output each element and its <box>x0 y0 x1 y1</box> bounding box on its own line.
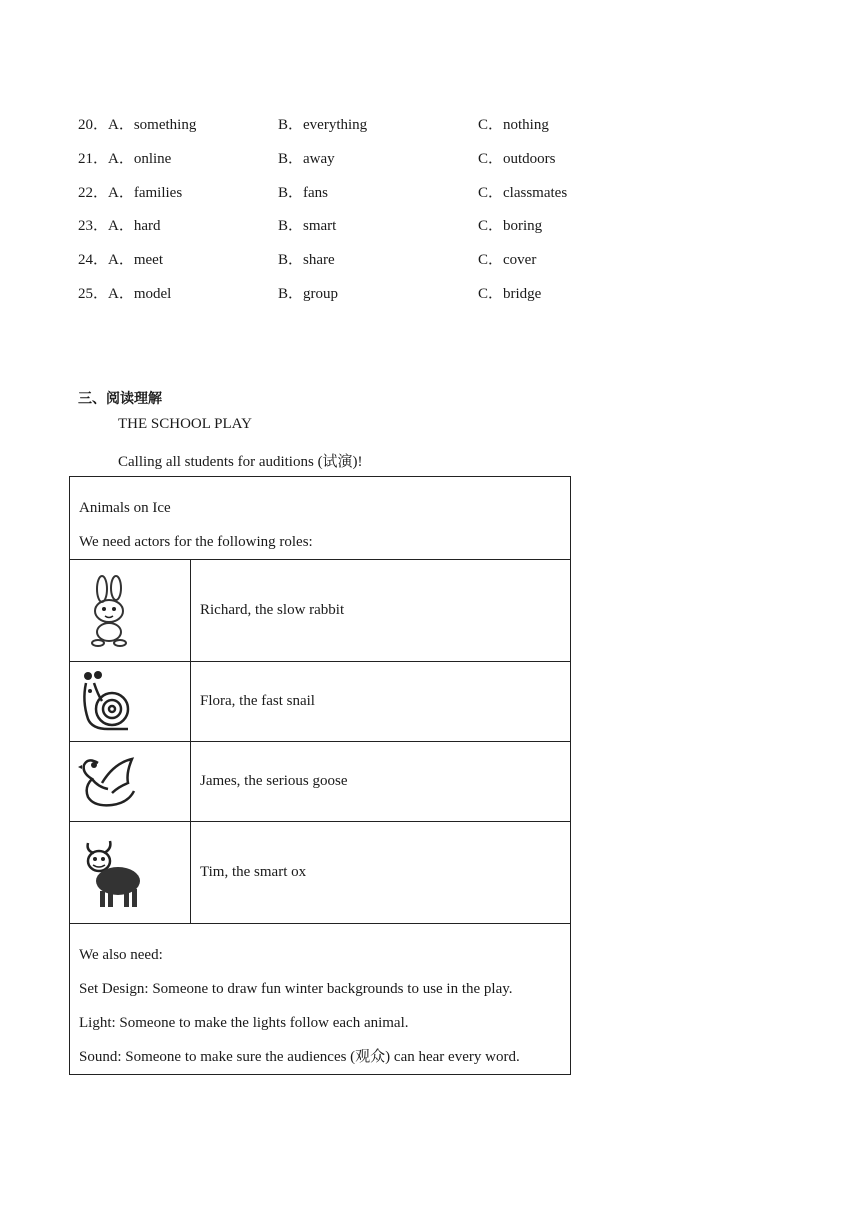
job-sound: Sound: Someone to make sure the audiences (观众) can hear every word. <box>79 1049 520 1065</box>
option-b: B．smart <box>278 218 337 234</box>
role-row <box>70 742 571 822</box>
question-number: 21． <box>78 151 109 167</box>
snail-icon <box>78 671 134 733</box>
option-a <box>78 214 161 235</box>
question-20 <box>78 113 678 133</box>
option-a <box>78 113 196 134</box>
option-a-text: A．model <box>108 286 172 302</box>
option-a-text: A．hard <box>108 218 161 234</box>
option-c: C．cover <box>478 252 537 268</box>
audition-poster <box>69 476 571 1075</box>
option-a-text: A．families <box>108 185 183 201</box>
role-label: Richard, the slow rabbit <box>191 560 571 662</box>
question-25 <box>78 282 678 302</box>
question-22 <box>78 181 678 201</box>
option-c: C．boring <box>478 218 543 234</box>
option-a <box>78 181 182 202</box>
passage-subtitle: Calling all students for auditions (试演)! <box>118 454 363 470</box>
option-b: B．fans <box>278 185 328 201</box>
option-a <box>78 282 171 303</box>
role-row <box>70 822 571 924</box>
rabbit-icon <box>78 575 138 647</box>
option-c: C．bridge <box>478 286 542 302</box>
roles-intro: We need actors for the following roles: <box>79 534 313 550</box>
question-number: 24． <box>78 252 109 268</box>
role-row <box>70 662 571 742</box>
role-row <box>70 560 571 662</box>
role-label: Tim, the smart ox <box>191 822 571 924</box>
poster-header-row <box>70 477 571 560</box>
option-b: B．group <box>278 286 339 302</box>
option-c: C．classmates <box>478 185 568 201</box>
poster-footer-row <box>70 924 571 1075</box>
question-23 <box>78 214 678 234</box>
option-a <box>78 248 163 269</box>
job-set-design: Set Design: Someone to draw fun winter backgrounds to use in the play. <box>79 981 513 997</box>
option-b: B．everything <box>278 117 368 133</box>
role-label: James, the serious goose <box>191 742 571 822</box>
option-b: B．away <box>278 151 335 167</box>
option-a-text: A．online <box>108 151 172 167</box>
role-label: Flora, the fast snail <box>191 662 571 742</box>
question-24 <box>78 248 678 268</box>
question-number: 20． <box>78 117 109 133</box>
question-21 <box>78 147 678 167</box>
section-heading: 三、阅读理解 <box>78 391 162 407</box>
option-c: C．outdoors <box>478 151 556 167</box>
option-a <box>78 147 171 168</box>
show-title: Animals on Ice <box>79 500 171 516</box>
option-a-text: A．something <box>108 117 197 133</box>
goose-icon <box>78 753 138 811</box>
option-c: C．nothing <box>478 117 549 133</box>
option-a-text: A．meet <box>108 252 163 268</box>
question-number: 22． <box>78 185 109 201</box>
also-need-heading: We also need: <box>79 947 163 963</box>
question-number: 23． <box>78 218 109 234</box>
ox-icon <box>78 837 142 909</box>
option-b: B．share <box>278 252 335 268</box>
passage-title: THE SCHOOL PLAY <box>118 416 252 432</box>
question-number: 25． <box>78 286 109 302</box>
job-light: Light: Someone to make the lights follow each animal. <box>79 1015 409 1031</box>
